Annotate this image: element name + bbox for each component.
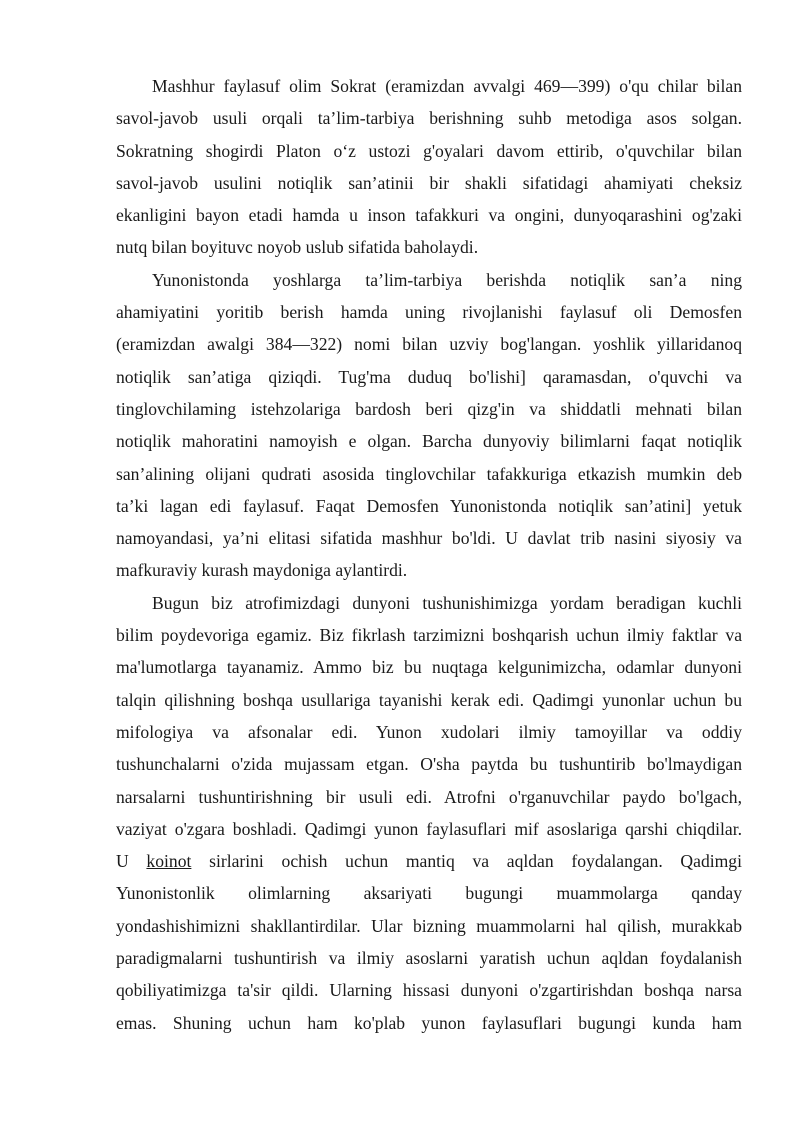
paragraph-3-line: tushunchalarni o'zida mujassam etgan. O'sha paytda bu tushuntirib bo'lmaydigan [116,754,742,775]
paragraph-3-line: vaziyat o'zgara boshladi. Qadimgi yunon faylasuflari mif asoslariga qarshi chiqdilar. [116,818,742,839]
paragraph-1-line: ekanligini bayon etadi hamda u inson tafakkuri va ongini, dunyoqarashini og'zaki [116,205,742,226]
koinot-link[interactable]: koinot [146,851,192,872]
paragraph-2-line: tinglovchilaming istehzolariga bardosh beri qizg'in va shiddatli mehnati bilan [116,398,742,419]
paragraph-3-line: ma'lumotlarga tayanamiz. Ammo biz bu nuqtaga kelgunimizcha, odamlar dunyoni [116,657,742,678]
paragraph-3-line: emas. Shuning uchun ham ko'plab yunon faylasuflari bugungi kunda ham [116,1012,742,1033]
paragraph-3-line: narsalarni tushuntirishning bir usuli edi. Atrofni o'rganuvchilar paydo bo'lgach, [116,786,742,807]
paragraph-1-line: savol-javob usuli orqali ta’lim-tarbiya berishning suhb metodiga asos solgan. [116,108,742,129]
paragraph-3-line: Yunonistonlik olimlarning aksariyati bugungi muammolarga qanday [116,883,742,904]
paragraph-2-line: san’alining olijani qudrati asosida tinglovchilar tafakkuriga etkazish mumkin deb [116,463,742,484]
paragraph-3-line: yondashishimizni shakllantirdilar. Ular bizning muammolarni hal qilish, murakkab [116,915,742,936]
paragraph-2-line: ahamiyatini yoritib berish hamda uning rivojlanishi faylasuf oli Demosfen [116,302,742,323]
paragraph-3-line: bilim poydevoriga egamiz. Biz fikrlash tarzimizni boshqarish uchun ilmiy faktlar va [116,625,742,646]
paragraph-2-line: Yunonistonda yoshlarga ta’lim-tarbiya berishda notiqlik san’a ning [152,269,742,290]
paragraph-1-line: savol-javob usulini notiqlik san’atinii bir shakli sifatidagi ahamiyati cheksiz [116,172,742,193]
paragraph-3-line: talqin qilishning boshqa usullariga tayanishi kerak edi. Qadimgi yunonlar uchun bu [116,689,742,710]
paragraph-2-line: namoyandasi, ya’ni elitasi sifatida mashhur bo'ldi. U davlat trib nasini siyosiy va [116,528,742,549]
paragraph-2-line: ta’ki lagan edi faylasuf. Faqat Demosfen Yunonistonda notiqlik san’atini] yetuk [116,495,742,516]
paragraph-3-line-with-link [116,845,742,877]
paragraph-2-line: notiqlik mahoratini namoyish e olgan. Barcha dunyoviy bilimlarni faqat notiqlik [116,431,742,452]
paragraph-3-line: Bugun biz atrofimizdagi dunyoni tushunishimizga yordam beradigan kuchli [152,592,742,613]
body-text [116,70,742,1039]
paragraph-1-line: nutq bilan boyituvc noyob uslub sifatida baholaydi. [116,237,479,258]
line-suffix: sirlarini ochish uchun mantiq va aqldan foydalangan. Qadimgi [191,851,742,872]
paragraph-2-line: mafkuraviy kurash maydoniga aylantirdi. [116,560,408,581]
paragraph-3-line: mifologiya va afsonalar edi. Yunon xudolari ilmiy tamoyillar va oddiy [116,721,742,742]
paragraph-1-line: Sokratning shogirdi Platon o‘z ustozi g'oyalari davom ettirib, o'quvchilar bilan [116,140,742,161]
paragraph-2-line: (eramizdan awalgi 384—322) nomi bilan uzviy bog'langan. yoshlik yillaridanoq [116,334,742,355]
paragraph-1-line: Mashhur faylasuf olim Sokrat (eramizdan avvalgi 469—399) o'qu chilar bilan [152,76,742,96]
paragraph-3-line: paradigmalarni tushuntirish va ilmiy asoslarni yaratish uchun aqldan foydalanish [116,948,742,969]
paragraph-2-line: notiqlik san’atiga qiziqdi. Tug'ma duduq bo'lishi] qaramasdan, o'quvchi va [116,366,742,387]
paragraph-3-line: qobiliyatimizga ta'sir qildi. Ularning hissasi dunyoni o'zgartirishdan boshqa narsa [116,980,742,1001]
line-prefix: U [116,851,147,872]
